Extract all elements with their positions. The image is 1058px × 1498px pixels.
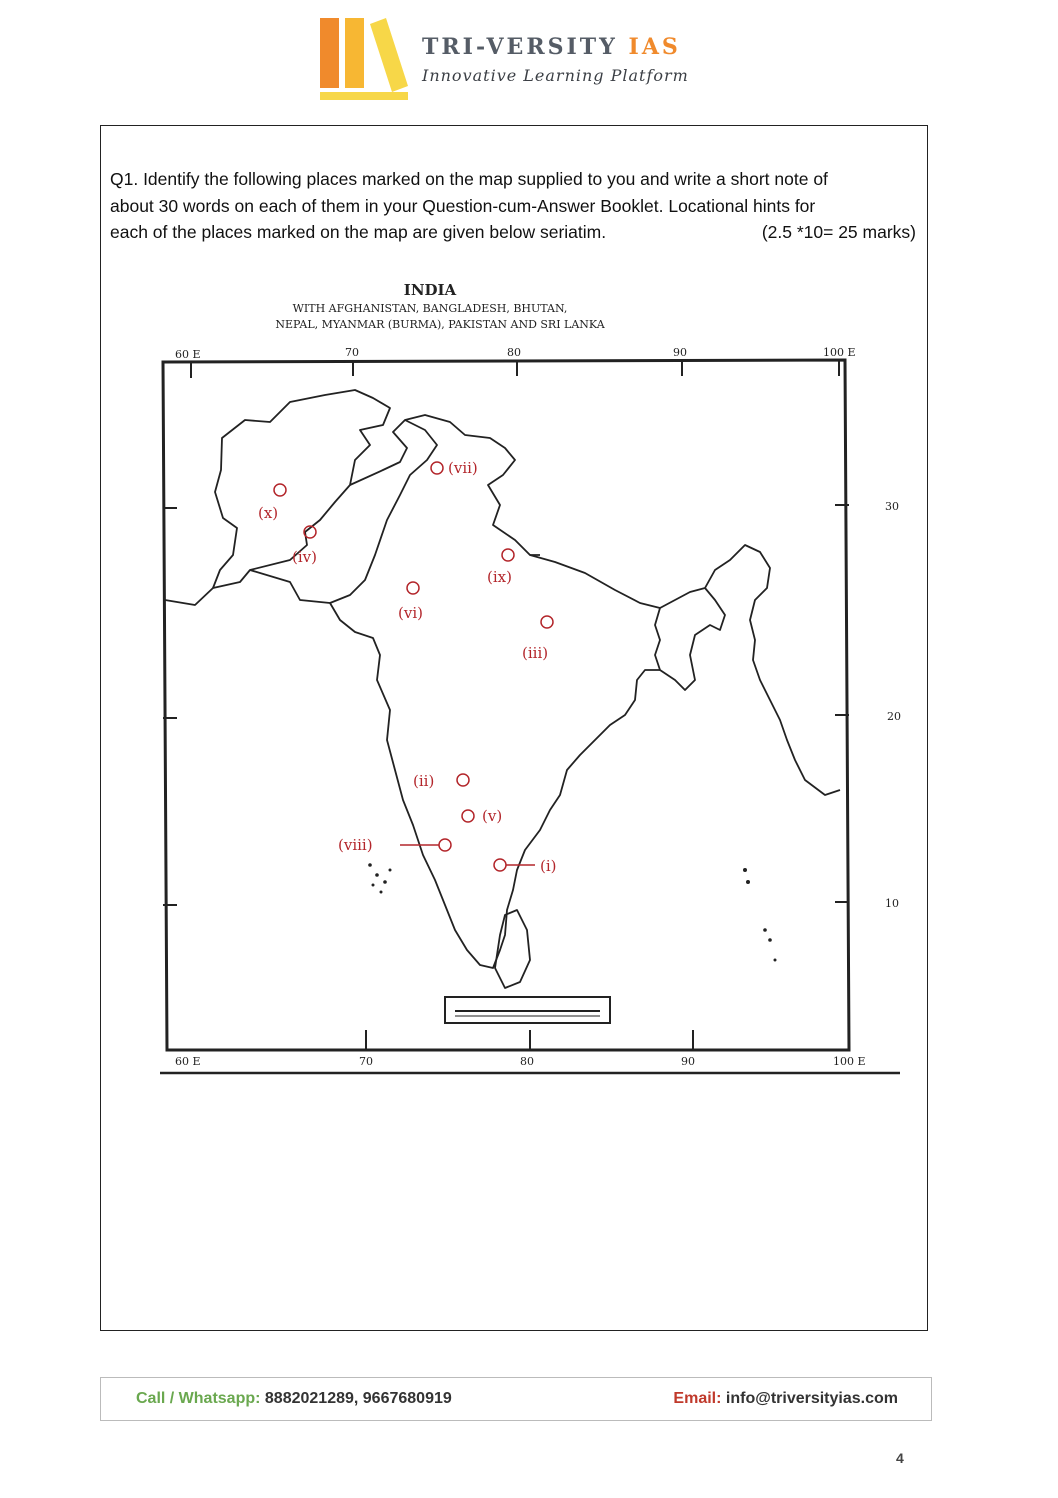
marker-dot-viii — [439, 839, 451, 851]
page-number: 4 — [896, 1450, 904, 1466]
question-line-1: Q1. Identify the following places marked on the map supplied to you and write a short note of — [110, 169, 828, 189]
island-dots — [368, 863, 776, 961]
marker-label-v: (v) — [482, 807, 503, 825]
marker-dot-ix — [502, 549, 514, 561]
lat-right-30: 30 — [885, 500, 899, 513]
email-address[interactable]: info@triversityias.com — [725, 1390, 898, 1407]
lon-top-80: 80 — [507, 346, 521, 359]
map-frame — [163, 360, 849, 1050]
call-info — [136, 1390, 452, 1408]
marker-dot-x — [274, 484, 286, 496]
question-line-2: about 30 words on each of them in your Question-cum-Answer Booklet. Locational hints for — [110, 195, 816, 216]
marker-label-ii: (ii) — [413, 772, 435, 790]
marker-label-vii: (vii) — [448, 459, 478, 477]
lat-right-10: 10 — [885, 897, 899, 910]
email-info — [673, 1390, 898, 1408]
lon-bottom-100: 100 E — [833, 1055, 866, 1068]
email-label: Email: — [673, 1390, 722, 1407]
contact-footer — [100, 1377, 932, 1421]
call-numbers: 8882021289, 9667680919 — [264, 1390, 452, 1407]
lon-bottom-80: 80 — [520, 1055, 534, 1068]
outline-map — [155, 270, 915, 1080]
brand-tagline: Innovative Learning Platform — [422, 66, 689, 85]
lon-bottom-60: 60 E — [175, 1055, 201, 1068]
marker-label-i: (i) — [540, 857, 557, 875]
map-subtitle-1: WITH AFGHANISTAN, BANGLADESH, BHUTAN, — [292, 302, 568, 315]
call-label: Call / Whatsapp: — [136, 1390, 261, 1407]
question-line-3: each of the places marked on the map are given below seriatim. (2.5 *10= 25 marks) — [110, 219, 916, 246]
marker-dot-vi — [407, 582, 419, 594]
marker-dot-i — [494, 859, 506, 871]
lon-bottom-90: 90 — [681, 1055, 695, 1068]
country-borders — [165, 390, 840, 988]
brand-logo — [318, 16, 718, 104]
marker-dot-iii — [541, 616, 553, 628]
books-logo-icon — [318, 16, 413, 102]
marker-dot-vii — [431, 462, 443, 474]
question-marks: (2.5 *10= 25 marks) — [761, 222, 916, 242]
map-title: INDIA — [403, 281, 457, 299]
lon-top-100: 100 E — [823, 346, 856, 359]
lon-top-60: 60 E — [175, 348, 201, 361]
marker-label-vi: (vi) — [398, 604, 423, 622]
scale-legend — [445, 997, 610, 1023]
marker-label-iv: (iv) — [292, 548, 317, 566]
lon-bottom-70: 70 — [359, 1055, 373, 1068]
marker-label-viii: (viii) — [338, 836, 373, 854]
question-text — [110, 166, 916, 246]
map-subtitle-2: NEPAL, MYANMAR (BURMA), PAKISTAN AND SRI LANKA — [275, 318, 605, 331]
marker-label-iii: (iii) — [522, 644, 549, 662]
lat-right-20: 20 — [887, 710, 901, 723]
marker-label-x: (x) — [258, 504, 279, 522]
marker-dot-v — [462, 810, 474, 822]
lon-top-90: 90 — [673, 346, 687, 359]
marker-label-ix: (ix) — [487, 568, 512, 586]
brand-name: TRI-VERSITY IAS — [422, 34, 681, 60]
lon-top-70: 70 — [345, 346, 359, 359]
marker-dot-ii — [457, 774, 469, 786]
